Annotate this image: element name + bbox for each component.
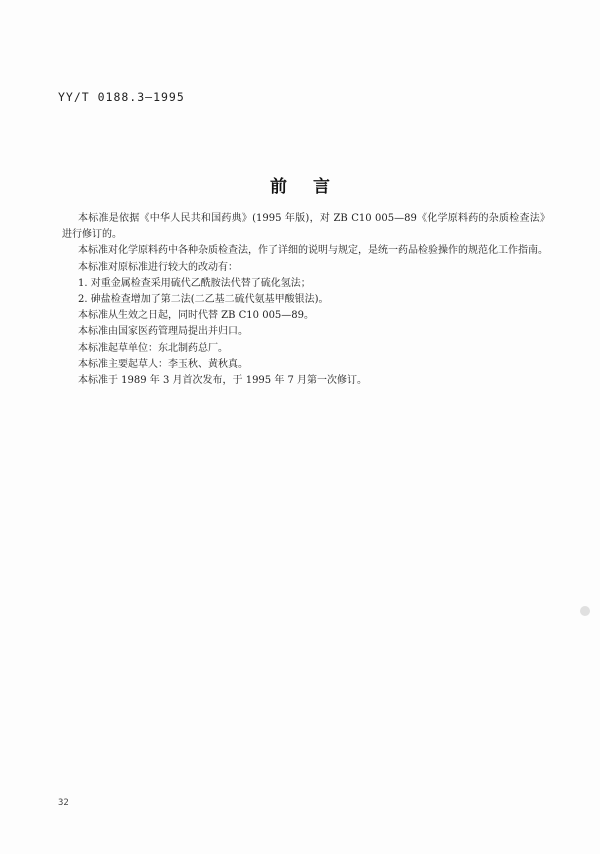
standard-number: YY/T 0188.3—1995 (58, 90, 185, 104)
list-item-change-1: 1. 对重金属检查采用硫代乙酰胺法代替了硫化氢法； (78, 277, 311, 289)
paragraph-drafting-unit: 本标准起草单位：东北制药总厂。 (78, 342, 228, 354)
paragraph-basis: 本标准是依据《中华人民共和国药典》(1995 年版)，对 ZB C10 005—89《化学原料药的杂质检查法》进行修订的。 (62, 213, 550, 241)
page-number: 32 (58, 798, 69, 808)
page-title: 前言 (270, 177, 356, 197)
paragraph-effective: 本标准从生效之日起，同时代替 ZB C10 005—89。 (78, 310, 315, 322)
paragraph-scope: 本标准对化学原料药中各种杂质检查法，作了详细的说明与规定，是统一药品检验操作的规范化工作指南。 (78, 245, 548, 257)
foreword-body (62, 211, 550, 389)
paragraph-history: 本标准于 1989 年 3 月首次发布，于 1995 年 7 月第一次修订。 (78, 375, 368, 387)
paragraph-drafters: 本标准主要起草人：李玉秋、黄秋真。 (78, 358, 248, 370)
paragraph-changes-intro: 本标准对原标准进行较大的改动有： (78, 261, 238, 273)
scan-artifact (580, 606, 590, 616)
list-item-change-2: 2. 砷盐检查增加了第二法(二乙基二硫代氨基甲酸银法)。 (78, 294, 329, 306)
paragraph-proposer: 本标准由国家医药管理局提出并归口。 (78, 326, 248, 338)
